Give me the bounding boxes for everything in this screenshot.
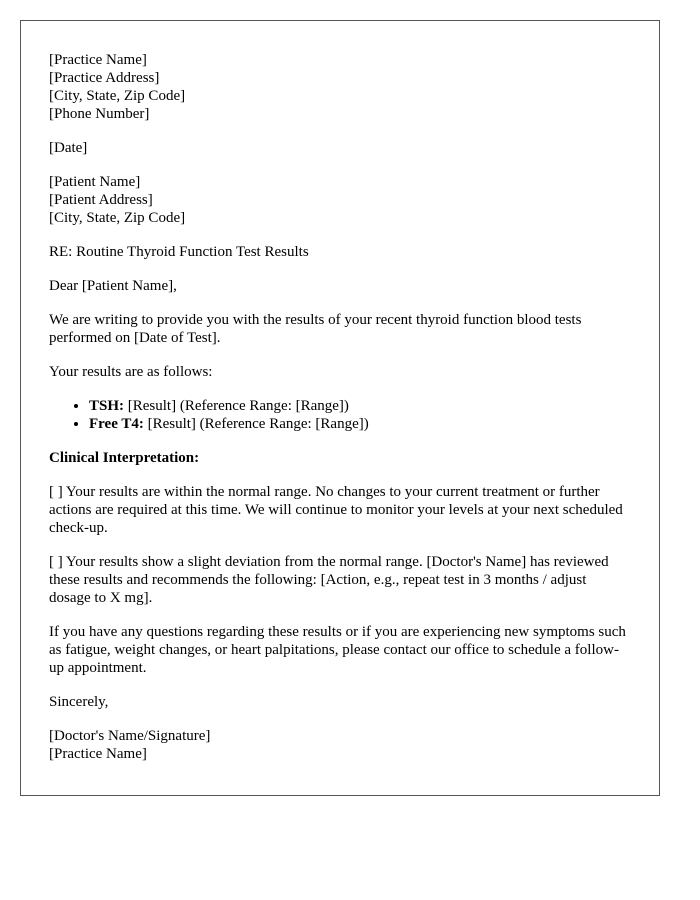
interpretation-heading xyxy=(49,449,631,467)
interpretation-normal: [ ] Your results are within the normal range. No changes to your current treatment or further actions are required at this time. We will continue to monitor your levels at your next scheduled check-up. xyxy=(49,484,623,536)
sender-city-state-zip: [City, State, Zip Code] xyxy=(49,88,186,104)
result-label-free-t4: Free T4: xyxy=(89,416,144,432)
signature-doctor: [Doctor's Name/Signature] xyxy=(49,728,211,744)
recipient-name: [Patient Name] xyxy=(49,174,141,190)
results-heading: Your results are as follows: xyxy=(49,364,213,380)
letter-date: [Date] xyxy=(49,140,88,156)
sender-practice-name: [Practice Name] xyxy=(49,52,147,68)
sender-practice-address: [Practice Address] xyxy=(49,70,160,86)
recipient-address xyxy=(49,173,631,227)
intro-paragraph: We are writing to provide you with the results of your recent thyroid function blood tests performed on [Date of Test]. xyxy=(49,312,582,346)
interpretation-heading-text: Clinical Interpretation: xyxy=(49,450,200,466)
result-value-tsh: [Result] (Reference Range: [Range]) xyxy=(124,398,349,414)
sender-phone: [Phone Number] xyxy=(49,106,150,122)
signature-practice: [Practice Name] xyxy=(49,746,147,762)
letter xyxy=(20,20,660,796)
recipient-city-state-zip: [City, State, Zip Code] xyxy=(49,210,186,226)
subject-line: RE: Routine Thyroid Function Test Results xyxy=(49,244,309,260)
questions-paragraph: If you have any questions regarding these results or if you are experiencing new symptoms such as fatigue, weight changes, or heart palpitations, please contact our office to schedule a follow-up appointment. xyxy=(49,624,626,676)
signature-block xyxy=(49,727,631,763)
list-item xyxy=(89,397,631,415)
recipient-address-line: [Patient Address] xyxy=(49,192,153,208)
sender-address xyxy=(49,51,631,123)
result-value-free-t4: [Result] (Reference Range: [Range]) xyxy=(143,416,369,432)
results-list xyxy=(49,397,631,433)
result-label-tsh: TSH: xyxy=(89,398,125,414)
list-item xyxy=(89,415,631,433)
closing: Sincerely, xyxy=(49,694,109,710)
interpretation-deviation: [ ] Your results show a slight deviation from the normal range. [Doctor's Name] has reviewed these results and recommends the following: [Action, e.g., repeat test in 3 months / adjust dosage to X mg]. xyxy=(49,554,609,606)
salutation: Dear [Patient Name], xyxy=(49,278,177,294)
